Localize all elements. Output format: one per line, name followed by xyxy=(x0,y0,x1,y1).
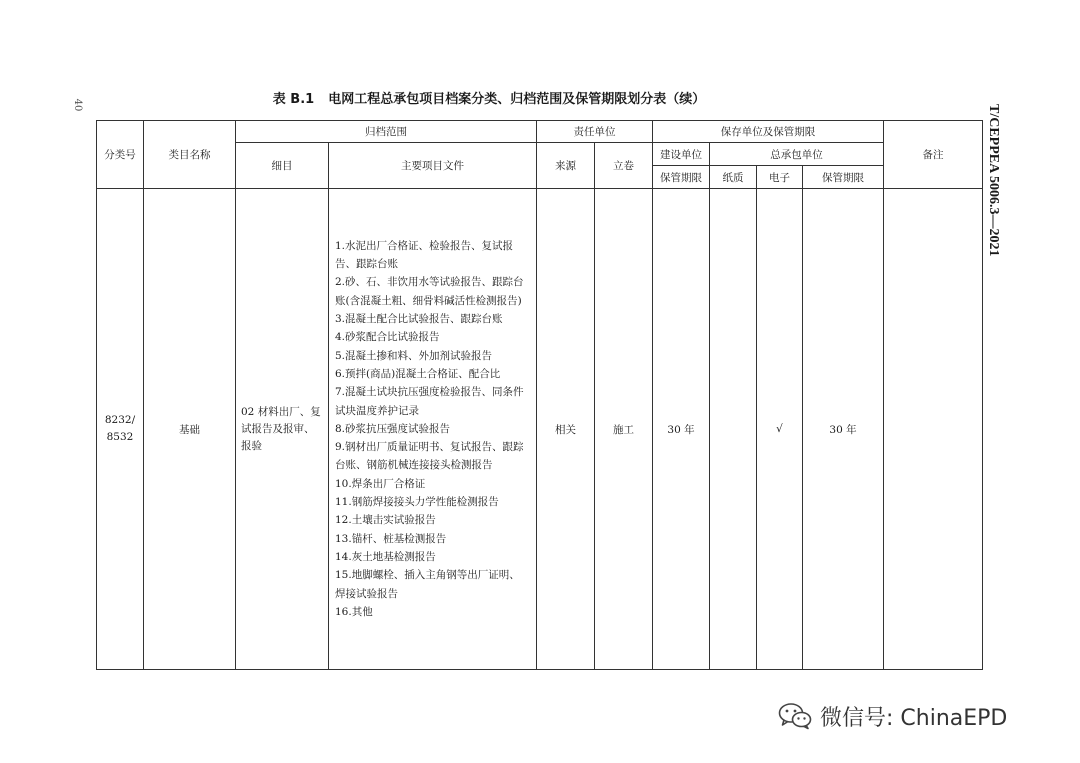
cell-category-name: 基础 xyxy=(144,189,236,670)
header-paper: 纸质 xyxy=(710,166,757,189)
header-main-documents: 主要项目文件 xyxy=(329,143,537,189)
document-item: 14.灰土地基检测报告 xyxy=(335,550,436,563)
header-source: 来源 xyxy=(537,143,595,189)
document-item: 13.锚杆、桩基检测报告 xyxy=(335,532,447,545)
watermark-text: 微信号: ChinaEPD xyxy=(820,705,1008,731)
document-item: 15.地脚螺栓、插入主角钢等出厂证明、焊接试验报告 xyxy=(335,569,520,600)
header-epc-unit: 总承包单位 xyxy=(710,143,884,166)
archive-classification-table xyxy=(96,120,983,670)
header-archive-scope: 归档范围 xyxy=(236,121,537,143)
cell-category-no: 8232/ 8532 xyxy=(97,189,144,670)
header-electronic: 电子 xyxy=(757,166,803,189)
table-number: 表 B.1 xyxy=(272,92,315,107)
header-epc-period: 保管期限 xyxy=(803,166,884,189)
page-number: 40 xyxy=(72,98,83,112)
cell-epc-period: 30 年 xyxy=(803,189,884,670)
wechat-icon xyxy=(778,702,812,730)
header-remarks: 备注 xyxy=(884,121,983,189)
document-item: 3.混凝土配合比试验报告、跟踪台账 xyxy=(335,313,503,326)
standard-code: T/CEPPEA 5006.3—2021 xyxy=(986,104,1001,257)
cell-remarks xyxy=(884,189,983,670)
document-item: 16.其他 xyxy=(335,605,373,618)
cell-source: 相关 xyxy=(537,189,595,670)
table-row xyxy=(97,189,983,670)
header-detail-item: 细目 xyxy=(236,143,329,189)
cell-electronic: √ xyxy=(757,189,803,670)
document-item: 1.水泥出厂合格证、检验报告、复试报告、跟踪台账 xyxy=(335,239,514,271)
document-item: 12.土壤击实试验报告 xyxy=(335,514,436,527)
header-custody-group: 保存单位及保管期限 xyxy=(653,121,884,143)
table-title-text: 电网工程总承包项目档案分类、归档范围及保管期限划分表（续） xyxy=(328,92,706,107)
cell-detail-item: 02 材料出厂、复试报告及报审、报验 xyxy=(236,189,329,670)
header-responsible-unit: 责任单位 xyxy=(537,121,653,143)
watermark xyxy=(778,700,1007,732)
header-filing: 立卷 xyxy=(595,143,653,189)
header-category-name: 类目名称 xyxy=(144,121,236,189)
document-item: 8.砂浆抗压强度试验报告 xyxy=(335,422,451,435)
header-category-no: 分类号 xyxy=(97,121,144,189)
header-construction-period: 保管期限 xyxy=(653,166,710,189)
document-item: 2.砂、石、非饮用水等试验报告、跟踪台账(含混凝土粗、细骨料碱活性检测报告) xyxy=(335,276,524,307)
cell-filing: 施工 xyxy=(595,189,653,670)
document-item: 5.混凝土掺和料、外加剂试验报告 xyxy=(335,349,493,362)
document-item: 7.混凝土试块抗压强度检验报告、同条件试块温度养护记录 xyxy=(335,386,524,417)
document-item: 10.焊条出厂合格证 xyxy=(335,477,426,490)
cell-documents xyxy=(329,189,537,670)
document-item: 6.预拌(商品)混凝土合格证、配合比 xyxy=(335,367,501,380)
document-item: 11.钢筋焊接接头力学性能检测报告 xyxy=(335,496,499,509)
document-item: 9.钢材出厂质量证明书、复试报告、跟踪台账、钢筋机械连接接头检测报告 xyxy=(335,441,524,472)
cell-construction-period: 30 年 xyxy=(653,189,710,670)
cell-paper xyxy=(710,189,757,670)
table-title xyxy=(96,88,882,107)
header-construction-unit: 建设单位 xyxy=(653,143,710,166)
document-item: 4.砂浆配合比试验报告 xyxy=(335,331,440,344)
documents-list xyxy=(329,237,536,621)
